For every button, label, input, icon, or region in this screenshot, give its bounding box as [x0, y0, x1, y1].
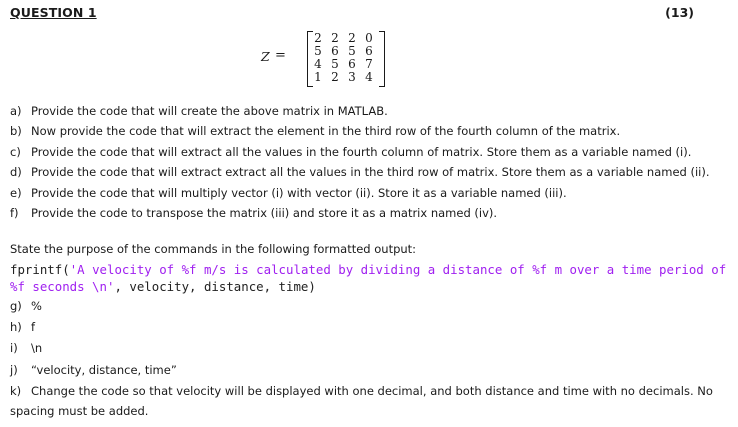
- item-label: k): [10, 383, 22, 398]
- list-item: [10, 317, 720, 338]
- matrix-cell: 5: [314, 44, 322, 58]
- matrix-cell: 3: [348, 70, 356, 84]
- matrix-cell: 2: [331, 70, 339, 84]
- matrix-cell: 4: [314, 57, 322, 71]
- item-text: Provide the code that will extract all the values in the fourth column of matrix. Store them as a variable named (i).: [31, 144, 692, 159]
- matrix-block: [0, 0, 738, 100]
- item-text: Provide the code to transpose the matrix (iii) and store it as a matrix named (iv).: [31, 206, 498, 221]
- item-label: i): [10, 341, 18, 356]
- code-block: [10, 261, 732, 295]
- matrix-cell: 2: [348, 31, 356, 45]
- matrix-cell: 1: [314, 70, 322, 84]
- questions-list: [10, 101, 710, 223]
- item-text: %: [31, 299, 42, 313]
- item-label: j): [10, 362, 18, 377]
- item-label: h): [10, 320, 22, 335]
- item-text: Provide the code that will multiply vector (i) with vector (ii). Store it as a variable named (iii).: [31, 185, 567, 200]
- list-item: [10, 360, 720, 381]
- matrix-equals: =: [275, 48, 286, 63]
- matrix-cell: 4: [365, 70, 373, 84]
- item-label: c): [10, 144, 21, 159]
- matrix-cell: 5: [348, 44, 356, 58]
- sub-questions-list: [10, 296, 720, 421]
- matrix-cell: 7: [365, 57, 373, 71]
- matrix-cell: 6: [348, 57, 356, 71]
- question-heading: QUESTION 1: [10, 5, 97, 20]
- matrix-cell: 2: [331, 31, 339, 45]
- list-item: [10, 296, 720, 317]
- item-text: Provide the code that will create the above matrix in MATLAB.: [31, 104, 388, 118]
- list-item: [10, 121, 710, 141]
- list-item: [10, 101, 710, 121]
- item-text: f: [31, 320, 36, 335]
- list-item: [10, 162, 710, 182]
- item-text: “velocity, distance, time”: [31, 362, 177, 377]
- item-label: b): [10, 124, 22, 139]
- matrix-name: Z: [261, 49, 270, 64]
- item-label: d): [10, 165, 22, 180]
- list-item: [10, 183, 710, 203]
- item-text: Now provide the code that will extract the element in the third row of the fourth column of the matrix.: [31, 124, 621, 139]
- code-function: fprintf(: [10, 262, 70, 277]
- item-label: f): [10, 206, 19, 221]
- item-label: e): [10, 185, 22, 200]
- item-text: Change the code so that velocity will be displayed with one decimal, and both distance and time with no decimals. No spacing must be added.: [10, 383, 713, 418]
- item-label: g): [10, 299, 22, 313]
- marks-label: (13): [665, 5, 694, 20]
- matrix-cell: 0: [365, 31, 373, 45]
- list-item: [10, 203, 710, 223]
- list-item: [10, 142, 710, 162]
- item-text: Provide the code that will extract extract all the values in the third row of matrix. Store them as a variable named (ii).: [31, 165, 710, 180]
- code-args: , velocity, distance, time): [114, 279, 316, 294]
- matrix-cell: 5: [331, 57, 339, 71]
- list-item: [10, 338, 720, 359]
- matrix-cell: 2: [314, 31, 322, 45]
- item-label: a): [10, 104, 22, 118]
- matrix-cell: 6: [365, 44, 373, 58]
- matrix-right-bracket: [379, 31, 385, 87]
- format-prompt: State the purpose of the commands in the following formatted output:: [10, 242, 417, 256]
- item-text: \n: [31, 341, 43, 356]
- code-string: 'A velocity of %f m/s is calculated by dividing a distance of %f m over a time period of %f seconds \n': [10, 262, 727, 294]
- matrix-cell: 6: [331, 44, 339, 58]
- list-item: [10, 381, 720, 421]
